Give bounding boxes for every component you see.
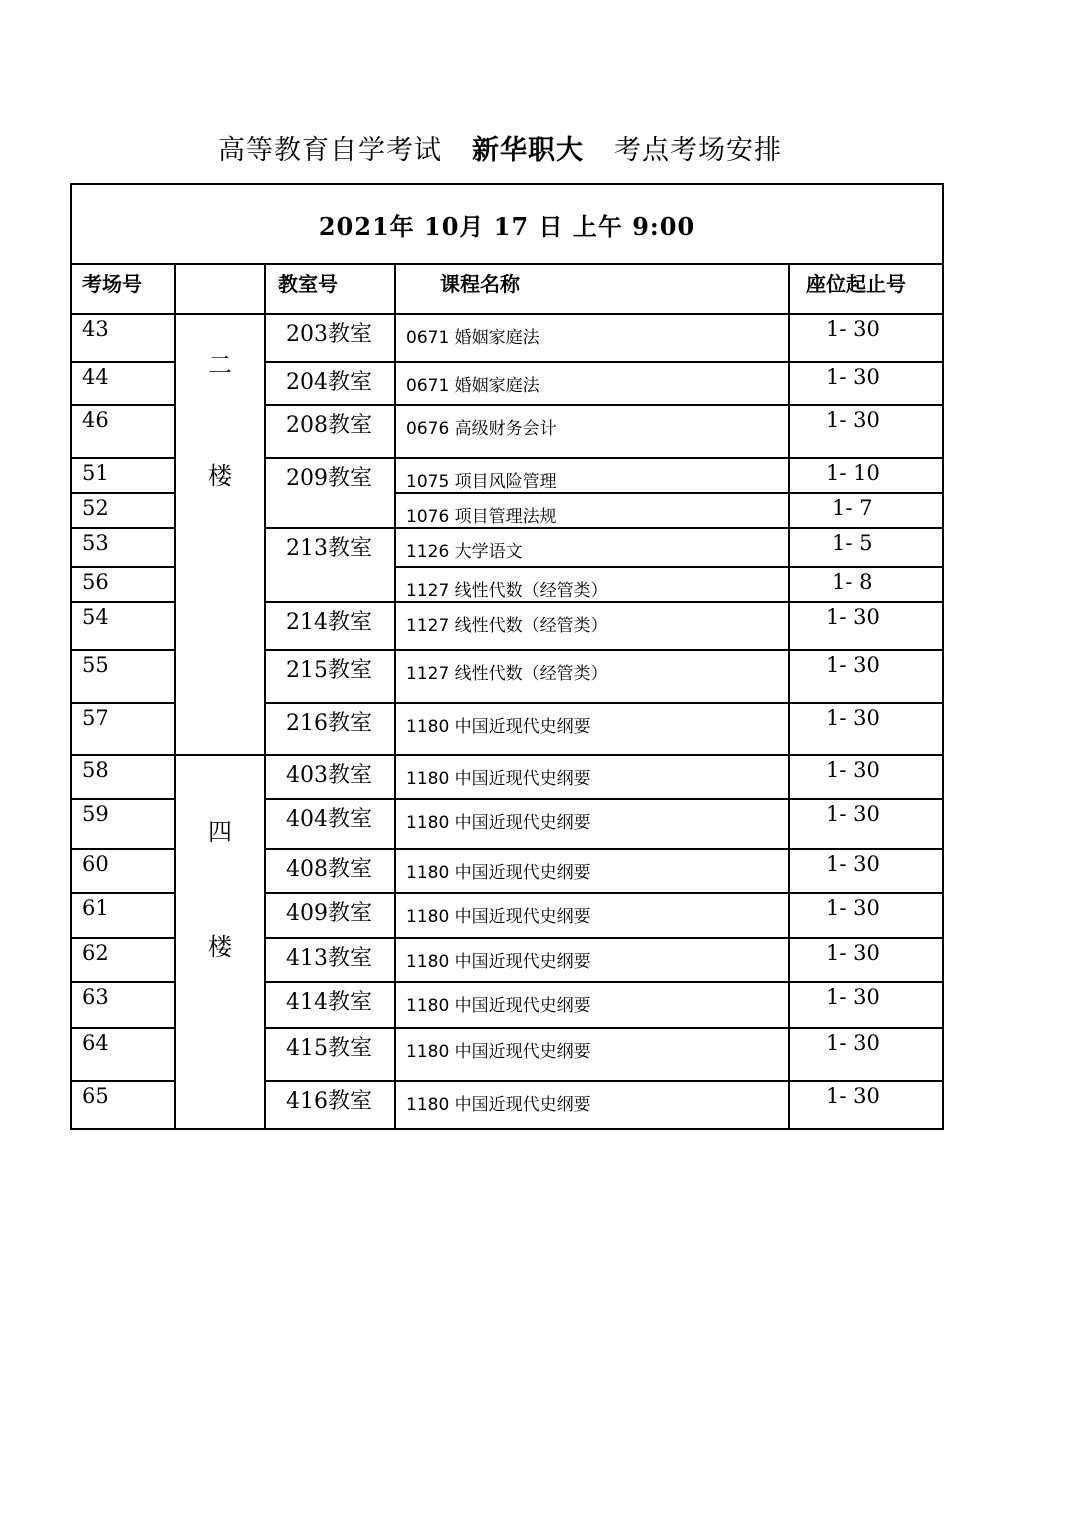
course-cell: 1180 中国近现代史纲要 bbox=[395, 799, 789, 849]
floor-cell-2f bbox=[175, 314, 265, 755]
course-cell: 1180 中国近现代史纲要 bbox=[395, 1081, 789, 1129]
header-exam-room-no: 考场号 bbox=[71, 264, 175, 314]
header-floor bbox=[175, 264, 265, 314]
table-row bbox=[71, 755, 943, 799]
floor-char: 二 bbox=[208, 351, 232, 379]
table-row bbox=[71, 314, 943, 362]
exam-room-no-cell: 44 bbox=[71, 362, 175, 405]
course-cell: 1127 线性代数（经管类） bbox=[395, 602, 789, 650]
seat-range-cell: 1- 30 bbox=[789, 982, 943, 1028]
exam-room-no-cell: 52 bbox=[71, 493, 175, 528]
exam-room-no-cell: 62 bbox=[71, 938, 175, 982]
classroom-cell: 414教室 bbox=[265, 982, 395, 1028]
course-cell: 1180 中国近现代史纲要 bbox=[395, 938, 789, 982]
classroom-cell: 415教室 bbox=[265, 1028, 395, 1081]
floor-char: 楼 bbox=[208, 462, 232, 490]
seat-range-cell: 1- 30 bbox=[789, 703, 943, 755]
exam-room-no-cell: 59 bbox=[71, 799, 175, 849]
seat-range-cell: 1- 30 bbox=[789, 755, 943, 799]
seat-range-cell: 1- 30 bbox=[789, 314, 943, 362]
course-cell: 1126 大学语文 bbox=[395, 528, 789, 567]
course-cell: 1076 项目管理法规 bbox=[395, 493, 789, 528]
course-cell: 1180 中国近现代史纲要 bbox=[395, 1028, 789, 1081]
exam-room-no-cell: 57 bbox=[71, 703, 175, 755]
seat-range-cell: 1- 30 bbox=[789, 1081, 943, 1129]
exam-room-no-cell: 55 bbox=[71, 650, 175, 703]
seat-range-cell: 1- 30 bbox=[789, 799, 943, 849]
seat-range-cell: 1- 30 bbox=[789, 938, 943, 982]
header-seats: 座位起止号 bbox=[789, 264, 943, 314]
exam-room-no-cell: 54 bbox=[71, 602, 175, 650]
classroom-cell: 403教室 bbox=[265, 755, 395, 799]
seat-range-cell: 1- 10 bbox=[789, 458, 943, 493]
floor-char: 四 bbox=[208, 818, 232, 846]
classroom-cell: 215教室 bbox=[265, 650, 395, 703]
exam-room-no-cell: 51 bbox=[71, 458, 175, 493]
header-course: 课程名称 bbox=[395, 264, 789, 314]
exam-room-no-cell: 56 bbox=[71, 567, 175, 602]
seat-range-cell: 1- 30 bbox=[789, 362, 943, 405]
course-cell: 0671 婚姻家庭法 bbox=[395, 314, 789, 362]
course-cell: 1075 项目风险管理 bbox=[395, 458, 789, 493]
exam-room-no-cell: 63 bbox=[71, 982, 175, 1028]
course-cell: 1180 中国近现代史纲要 bbox=[395, 849, 789, 893]
classroom-cell: 413教室 bbox=[265, 938, 395, 982]
classroom-cell: 208教室 bbox=[265, 405, 395, 458]
course-cell: 1127 线性代数（经管类） bbox=[395, 567, 789, 602]
floor-char: 楼 bbox=[208, 933, 232, 961]
exam-room-no-cell: 60 bbox=[71, 849, 175, 893]
exam-room-no-cell: 53 bbox=[71, 528, 175, 567]
title-part1: 高等教育自学考试 bbox=[218, 135, 442, 166]
title-part3: 考点考场安排 bbox=[614, 135, 782, 166]
seat-range-cell: 1- 30 bbox=[789, 650, 943, 703]
header-classroom: 教室号 bbox=[265, 264, 395, 314]
exam-room-no-cell: 46 bbox=[71, 405, 175, 458]
classroom-cell: 204教室 bbox=[265, 362, 395, 405]
exam-schedule-table bbox=[70, 183, 944, 1130]
course-cell: 0676 高级财务会计 bbox=[395, 405, 789, 458]
classroom-cell: 416教室 bbox=[265, 1081, 395, 1129]
course-cell: 1127 线性代数（经管类） bbox=[395, 650, 789, 703]
title-school: 新华职大 bbox=[472, 135, 584, 166]
classroom-cell: 404教室 bbox=[265, 799, 395, 849]
seat-range-cell: 1- 30 bbox=[789, 405, 943, 458]
classroom-cell: 213教室 bbox=[265, 528, 395, 602]
exam-room-no-cell: 64 bbox=[71, 1028, 175, 1081]
classroom-cell: 409教室 bbox=[265, 893, 395, 938]
classroom-cell: 408教室 bbox=[265, 849, 395, 893]
exam-room-no-cell: 65 bbox=[71, 1081, 175, 1129]
course-cell: 1180 中国近现代史纲要 bbox=[395, 893, 789, 938]
exam-time-banner: 2021年 10月 17 日 上午 9:00 bbox=[71, 184, 943, 264]
header-row bbox=[71, 264, 943, 314]
seat-range-cell: 1- 30 bbox=[789, 893, 943, 938]
seat-range-cell: 1- 7 bbox=[789, 493, 943, 528]
seat-range-cell: 1- 30 bbox=[789, 1028, 943, 1081]
classroom-cell: 216教室 bbox=[265, 703, 395, 755]
seat-range-cell: 1- 30 bbox=[789, 849, 943, 893]
exam-room-no-cell: 61 bbox=[71, 893, 175, 938]
seat-range-cell: 1- 8 bbox=[789, 567, 943, 602]
classroom-cell: 203教室 bbox=[265, 314, 395, 362]
exam-room-no-cell: 43 bbox=[71, 314, 175, 362]
course-cell: 0671 婚姻家庭法 bbox=[395, 362, 789, 405]
seat-range-cell: 1- 30 bbox=[789, 602, 943, 650]
classroom-cell: 209教室 bbox=[265, 458, 395, 528]
course-cell: 1180 中国近现代史纲要 bbox=[395, 755, 789, 799]
exam-room-no-cell: 58 bbox=[71, 755, 175, 799]
page-title bbox=[0, 128, 1000, 167]
floor-cell-4f bbox=[175, 755, 265, 1129]
seat-range-cell: 1- 5 bbox=[789, 528, 943, 567]
classroom-cell: 214教室 bbox=[265, 602, 395, 650]
course-cell: 1180 中国近现代史纲要 bbox=[395, 703, 789, 755]
course-cell: 1180 中国近现代史纲要 bbox=[395, 982, 789, 1028]
